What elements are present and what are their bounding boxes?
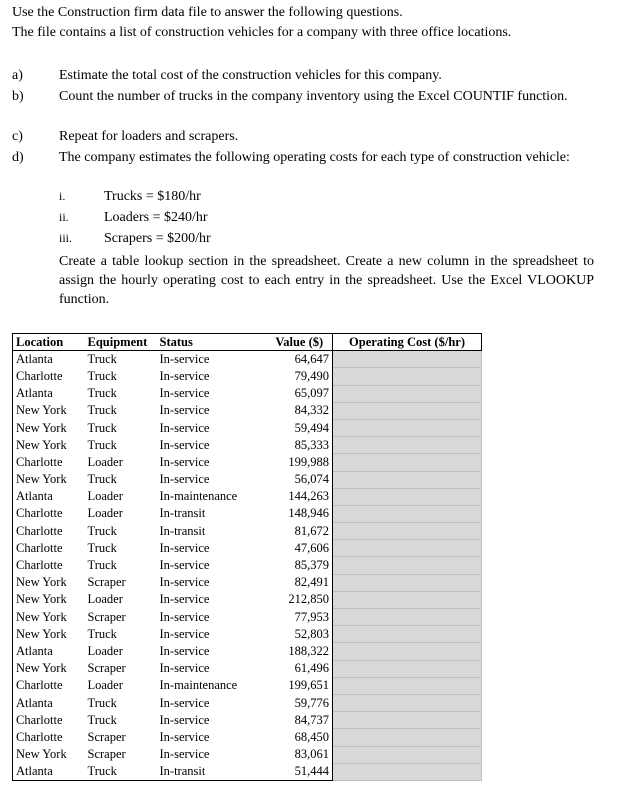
header-status: Status — [157, 334, 267, 351]
intro-line-2: The file contains a list of construction vehicles for a company with three office locations. — [12, 25, 512, 40]
equipment-cell: Truck — [87, 420, 117, 435]
status-cell: In-service — [159, 472, 210, 487]
table-body — [13, 351, 482, 781]
status-cell: In-service — [159, 403, 210, 418]
question-b-label: b) — [12, 89, 24, 104]
location-cell: New York — [13, 591, 85, 608]
value-cell: 81,672 — [267, 523, 333, 540]
table-row — [13, 763, 482, 780]
question-d-label: d) — [12, 150, 24, 165]
value-cell: 51,444 — [267, 763, 333, 780]
operating-cost-cell[interactable] — [333, 540, 482, 557]
value-cell: 199,988 — [267, 454, 333, 471]
status-cell: In-service — [159, 540, 210, 555]
table-row — [13, 677, 482, 694]
table-row — [13, 694, 482, 711]
table-row — [13, 351, 482, 368]
equipment-cell: Loader — [87, 643, 123, 658]
equipment-cell: Loader — [87, 489, 123, 504]
equipment-cell: Truck — [87, 626, 117, 641]
equipment-cell: Truck — [87, 437, 117, 452]
value-cell: 85,379 — [267, 557, 333, 574]
equipment-cell: Truck — [87, 368, 117, 383]
status-cell: In-service — [159, 695, 210, 710]
table-row — [13, 660, 482, 677]
operating-cost-cell[interactable] — [333, 729, 482, 746]
equipment-cell: Truck — [85, 763, 157, 780]
table-row — [13, 643, 482, 660]
location-cell: New York — [13, 609, 85, 626]
operating-cost-cell[interactable] — [333, 746, 482, 763]
value-cell: 61,496 — [267, 660, 333, 677]
location-cell: New York — [13, 437, 85, 454]
value-cell: 188,322 — [267, 643, 333, 660]
instruction-text: Create a table lookup section in the spreadsheet. Create a new column in the spreadsheet to assign the hourly operating cost to each entry in the spreadsheet. Use the Excel VLOOKUP function. — [59, 254, 594, 307]
value-cell: 65,097 — [267, 385, 333, 402]
table-row — [13, 540, 482, 557]
intro — [12, 3, 511, 43]
status-cell: In-maintenance — [159, 678, 238, 693]
equipment-cell: Loader — [87, 678, 123, 693]
status-cell: In-service — [159, 747, 210, 762]
equipment-cell: Truck — [87, 523, 117, 538]
equipment-cell: Truck — [87, 712, 117, 727]
header-operating-cost: Operating Cost ($/hr) — [333, 334, 482, 351]
location-cell: Charlotte — [13, 729, 85, 746]
operating-cost-cell[interactable] — [333, 454, 482, 471]
header-equipment: Equipment — [85, 334, 157, 351]
value-cell: 199,651 — [267, 677, 333, 694]
status-cell: In-service — [159, 575, 210, 590]
value-cell: 64,647 — [267, 351, 333, 368]
operating-cost-cell[interactable] — [333, 677, 482, 694]
location-cell: New York — [13, 402, 85, 419]
location-cell: Charlotte — [13, 523, 85, 540]
status-cell: In-service — [159, 609, 210, 624]
operating-cost-cell[interactable] — [333, 609, 482, 626]
status-cell: In-transit — [159, 523, 206, 538]
table-row — [13, 505, 482, 522]
equipment-cell: Truck — [87, 558, 117, 573]
status-cell: In-service — [159, 420, 210, 435]
table-row — [13, 591, 482, 608]
equipment-cell: Scraper — [87, 575, 126, 590]
table-row — [13, 454, 482, 471]
question-a-label: a) — [12, 68, 23, 83]
location-cell: Atlanta — [13, 385, 85, 402]
value-cell: 148,946 — [267, 505, 333, 522]
status-cell: In-maintenance — [159, 489, 238, 504]
intro-line-1: Use the Construction firm data file to answer the following questions. — [12, 5, 403, 20]
value-cell: 59,494 — [267, 419, 333, 436]
location-cell: Charlotte — [13, 505, 85, 522]
location-cell: Atlanta — [13, 763, 85, 780]
location-cell: New York — [13, 471, 85, 488]
equipment-cell: Scraper — [87, 661, 126, 676]
cost-item-numeral: iii. — [59, 231, 73, 245]
question-c-text: Repeat for loaders and scrapers. — [59, 129, 239, 144]
location-cell: New York — [13, 626, 85, 643]
equipment-cell: Loader — [87, 506, 123, 521]
operating-cost-cell[interactable] — [333, 402, 482, 419]
cost-item — [59, 187, 201, 206]
table-row — [13, 729, 482, 746]
equipment-cell: Truck — [87, 386, 117, 401]
cost-item-numeral: ii. — [59, 210, 69, 224]
status-cell: In-service — [159, 643, 210, 658]
table-row — [13, 402, 482, 419]
table-row — [13, 471, 482, 488]
header-location: Location — [13, 334, 85, 351]
operating-cost-cell[interactable] — [333, 368, 482, 385]
location-cell: Charlotte — [13, 540, 85, 557]
value-cell: 83,061 — [267, 746, 333, 763]
location-cell: Charlotte — [13, 454, 85, 471]
table-row — [13, 488, 482, 505]
table-row — [13, 712, 482, 729]
operating-cost-cell[interactable] — [333, 660, 482, 677]
value-cell: 84,737 — [267, 712, 333, 729]
vehicle-table — [12, 333, 482, 781]
equipment-cell: Truck — [87, 695, 117, 710]
table-header-row — [13, 334, 482, 351]
operating-cost-cell[interactable] — [333, 591, 482, 608]
table-row — [13, 385, 482, 402]
value-cell: 85,333 — [267, 437, 333, 454]
question-b-text: Count the number of trucks in the company inventory using the Excel COUNTIF function. — [59, 89, 568, 104]
location-cell: Atlanta — [13, 643, 85, 660]
equipment-cell: Scraper — [87, 609, 126, 624]
value-cell: 68,450 — [267, 729, 333, 746]
status-cell: In-service — [159, 454, 210, 469]
status-cell: In-service — [159, 352, 210, 367]
header-value: Value ($) — [267, 334, 333, 351]
status-cell: In-service — [159, 386, 210, 401]
value-cell: 84,332 — [267, 402, 333, 419]
equipment-cell: Loader — [87, 592, 123, 607]
operating-cost-cell[interactable] — [333, 471, 482, 488]
location-cell: Atlanta — [13, 488, 85, 505]
status-cell: In-transit — [159, 506, 206, 521]
operating-cost-cell[interactable] — [333, 523, 482, 540]
value-cell: 59,776 — [267, 694, 333, 711]
status-cell: In-service — [159, 437, 210, 452]
cost-item — [59, 229, 211, 248]
value-cell: 144,263 — [267, 488, 333, 505]
operating-cost-cell[interactable] — [333, 419, 482, 436]
operating-cost-cell[interactable] — [333, 351, 482, 368]
table-row — [13, 523, 482, 540]
table-row — [13, 437, 482, 454]
equipment-cell: Truck — [87, 472, 117, 487]
table-row — [13, 626, 482, 643]
location-cell: Charlotte — [13, 677, 85, 694]
cost-item-numeral: i. — [59, 189, 66, 203]
equipment-cell: Truck — [87, 540, 117, 555]
status-cell: In-service — [159, 368, 210, 383]
cost-item — [59, 208, 208, 227]
question-c-label: c) — [12, 129, 23, 144]
location-cell: New York — [13, 660, 85, 677]
value-cell: 212,850 — [267, 591, 333, 608]
equipment-cell: Scraper — [87, 747, 126, 762]
question-d-text: The company estimates the following operating costs for each type of construction vehicle: — [59, 150, 570, 165]
operating-cost-cell[interactable] — [333, 643, 482, 660]
cost-item-text: Trucks = $180/hr — [104, 189, 201, 204]
location-cell: Atlanta — [13, 694, 85, 711]
operating-cost-cell[interactable] — [333, 694, 482, 711]
status-cell: In-service — [159, 558, 210, 573]
location-cell: Charlotte — [13, 557, 85, 574]
operating-cost-cell[interactable] — [333, 574, 482, 591]
operating-cost-cell[interactable] — [333, 763, 482, 780]
status-cell: In-service — [159, 592, 210, 607]
equipment-cell: Truck — [87, 403, 117, 418]
status-cell: In-service — [159, 729, 210, 744]
table-row — [13, 574, 482, 591]
cost-item-text: Scrapers = $200/hr — [104, 231, 211, 246]
location-cell: New York — [13, 419, 85, 436]
value-cell: 82,491 — [267, 574, 333, 591]
table-row — [13, 419, 482, 436]
cost-item-text: Loaders = $240/hr — [104, 210, 208, 225]
table-row — [13, 746, 482, 763]
table-row — [13, 609, 482, 626]
operating-cost-cell[interactable] — [333, 626, 482, 643]
location-cell: Charlotte — [13, 712, 85, 729]
table-row — [13, 368, 482, 385]
status-cell: In-transit — [157, 763, 267, 780]
value-cell: 47,606 — [267, 540, 333, 557]
operating-cost-cell[interactable] — [333, 505, 482, 522]
operating-cost-cell[interactable] — [333, 385, 482, 402]
equipment-cell: Loader — [87, 454, 123, 469]
equipment-cell: Scraper — [87, 729, 126, 744]
status-cell: In-service — [159, 661, 210, 676]
status-cell: In-service — [159, 712, 210, 727]
question-a-text: Estimate the total cost of the construction vehicles for this company. — [59, 68, 442, 83]
operating-cost-cell[interactable] — [333, 488, 482, 505]
value-cell: 79,490 — [267, 368, 333, 385]
value-cell: 52,803 — [267, 626, 333, 643]
location-cell: New York — [13, 574, 85, 591]
operating-cost-cell[interactable] — [333, 557, 482, 574]
value-cell: 77,953 — [267, 609, 333, 626]
status-cell: In-service — [159, 626, 210, 641]
operating-cost-cell[interactable] — [333, 437, 482, 454]
location-cell: Atlanta — [13, 351, 85, 368]
value-cell: 56,074 — [267, 471, 333, 488]
location-cell: Charlotte — [13, 368, 85, 385]
equipment-cell: Truck — [87, 352, 117, 367]
location-cell: New York — [13, 746, 85, 763]
operating-cost-cell[interactable] — [333, 712, 482, 729]
table-row — [13, 557, 482, 574]
